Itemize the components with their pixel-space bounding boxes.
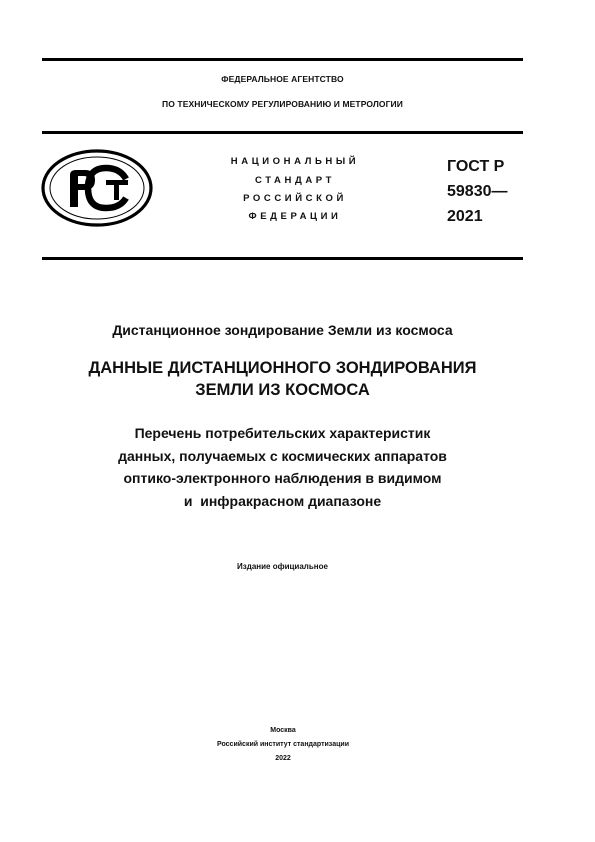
standard-line-2: СТАНДАРТ xyxy=(255,175,335,186)
publisher-city: Москва xyxy=(270,727,296,734)
subtitle-line-2: данных, получаемых с космических аппаратов xyxy=(118,447,447,464)
agency-line-1: ФЕДЕРАЛЬНОЕ АГЕНТСТВО xyxy=(221,74,344,84)
edition-label: Издание официальное xyxy=(237,562,328,571)
subtitle-line-1: Перечень потребительских характеристик xyxy=(134,425,431,441)
gost-code-line-2: 59830— xyxy=(447,183,508,200)
gost-code-line-3: 2021 xyxy=(447,208,483,225)
agency-line-2: ПО ТЕХНИЧЕСКОМУ РЕГУЛИРОВАНИЮ И МЕТРОЛОГИИ xyxy=(162,99,403,109)
publisher-block xyxy=(183,724,383,766)
series-title: Дистанционное зондирование Земли из космоса xyxy=(112,322,453,338)
publisher-institute: Российский институт стандартизации xyxy=(216,741,349,748)
document-title xyxy=(42,357,523,401)
gost-code-line-1: ГОСТ Р xyxy=(447,158,505,175)
publisher-year: 2022 xyxy=(275,755,291,762)
title-line-2: ЗЕМЛИ ИЗ КОСМОСА xyxy=(195,381,370,399)
document-subtitle xyxy=(42,422,523,512)
title-line-1: ДАННЫЕ ДИСТАНЦИОННОГО ЗОНДИРОВАНИЯ xyxy=(88,359,477,377)
subtitle-line-4: и инфракрасном диапазоне xyxy=(183,492,382,509)
header-bottom-rule xyxy=(42,257,523,260)
agency-bottom-rule xyxy=(42,131,523,134)
top-rule xyxy=(42,58,523,61)
gost-code xyxy=(447,156,508,227)
standard-line-1: НАЦИОНАЛЬНЫЙ xyxy=(230,156,360,167)
standard-line-4: ФЕДЕРАЦИИ xyxy=(248,211,342,222)
standard-line-3: РОССИЙСКОЙ xyxy=(243,193,347,204)
rst-logo-icon xyxy=(40,148,154,228)
subtitle-line-3: оптико-электронного наблюдения в видимом xyxy=(123,470,442,486)
